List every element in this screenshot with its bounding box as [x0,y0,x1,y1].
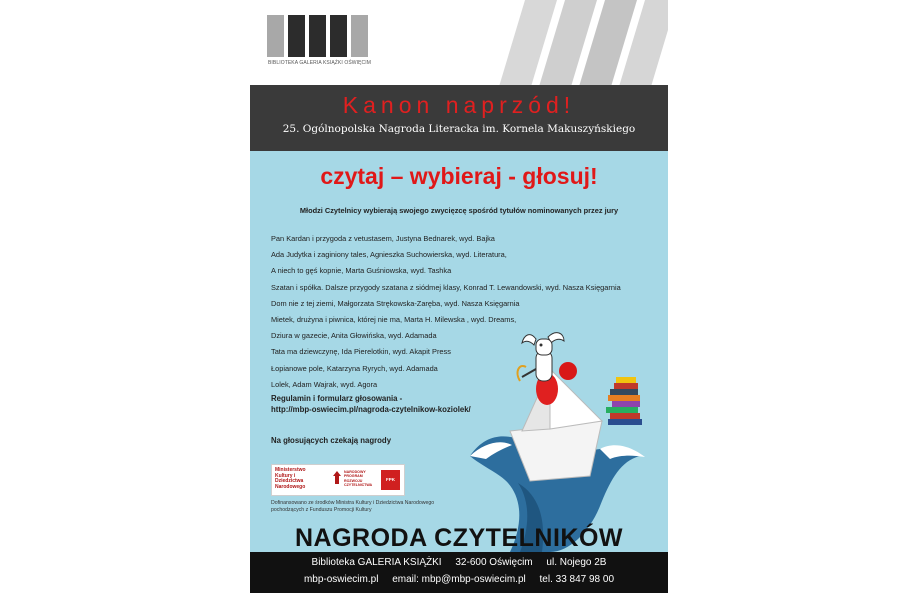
nprcz-icon [332,471,342,485]
sponsor-logos [271,464,405,496]
footer [250,552,668,593]
list-item: A niech to gęś kopnie, Marta Guśniowska, wyd. Tashka [271,266,452,276]
email-link[interactable]: email: mbp@mbp-oswiecim.pl [392,574,526,585]
list-item: Ada Judytka i zaginiony tales, Agnieszka Suchowierska, wyd. Literatura, [271,250,507,260]
logo-bar [288,15,305,57]
list-item: Tata ma dziewczynę, Ida Pierelotkin, wyd. Akapit Press [271,347,451,357]
logo-bars-icon [267,15,368,57]
reader-award-title: NAGRODA CZYTELNIKÓW [295,524,623,552]
rules-block [271,393,471,415]
list-item: Lolek, Adam Wajrak, wyd. Agora [271,379,378,389]
rules-label: Regulamin i formularz głosowania - [271,394,403,403]
funding-note: Dofinansowano ze środków Ministra Kultury i Dziedzictwa Narodowego pochodzących z Funduszu Promocji Kultury [271,500,435,513]
header-band [250,85,668,151]
list-item: Dziura w gazecie, Anita Głowińska, wyd. Adamada [271,331,437,341]
list-item: Szatan i spółka. Dalsze przygody szatana z siódmej klasy, Konrad T. Lewandowski, wyd. Nasza Księgarnia [271,282,621,292]
boat-goat-illustration [450,331,668,552]
footer-address [250,557,668,568]
street: ul. Nojego 2B [546,557,607,568]
logo-text: BIBLIOTEKA GALERIA KSIĄŻKI OŚWIĘCIM [268,60,371,66]
list-item: Dom nie z tej ziemi, Małgorzata Strękowska-Zaręba, wyd. Nasza Księgarnia [271,298,520,308]
rules-link[interactable]: http://mbp-oswiecim.pl/nagroda-czytelnikow-koziolek/ [271,405,471,414]
logo-strip [250,0,668,85]
logo-bar [351,15,368,57]
award-subtitle: 25. Ogólnopolska Nagroda Literacka im. Kornela Makuszyńskiego [282,123,636,135]
mkidn-logo: Ministerstwo Kultury i Dziedzictwa Narodowego [275,467,306,490]
logo-bar [267,15,284,57]
fpk-logo: FPK [381,470,400,490]
campaign-title: Kanon naprzód! [342,92,576,118]
footer-contact [250,574,668,585]
logo-bar [309,15,326,57]
list-item: Pan Kardan i przygoda z vetustasem, Justyna Bednarek, wyd. Bajka [271,234,495,243]
website-link[interactable]: mbp-oswiecim.pl [303,574,379,585]
logo-bar [330,15,347,57]
main-panel [250,151,668,552]
list-item: Mietek, drużyna i piwnica, której nie ma, Marta H. Milewska , wyd. Dreams, [271,314,517,324]
phone: tel. 33 847 98 00 [539,574,615,585]
poster [250,0,668,593]
decorative-stripes [488,0,668,85]
book-stack-icon [606,377,642,425]
nprcz-logo: NARODOWY PROGRAM ROZWOJU CZYTELNICTWA [344,470,373,488]
slogan: czytaj – wybieraj - głosuj! [320,163,598,189]
prizes-note: Na głosujących czekają nagrody [271,436,392,445]
library-name: Biblioteka GALERIA KSIĄŻKI [311,557,442,568]
postcode: 32-600 Oświęcim [455,557,533,568]
list-item: Łopianowe pole, Katarzyna Ryrych, wyd. Adamada [271,363,438,373]
intro-text: Młodzi Czytelnicy wybierają swojego zwycięzcę spośród tytułów nominowanych przez jury [299,206,619,215]
